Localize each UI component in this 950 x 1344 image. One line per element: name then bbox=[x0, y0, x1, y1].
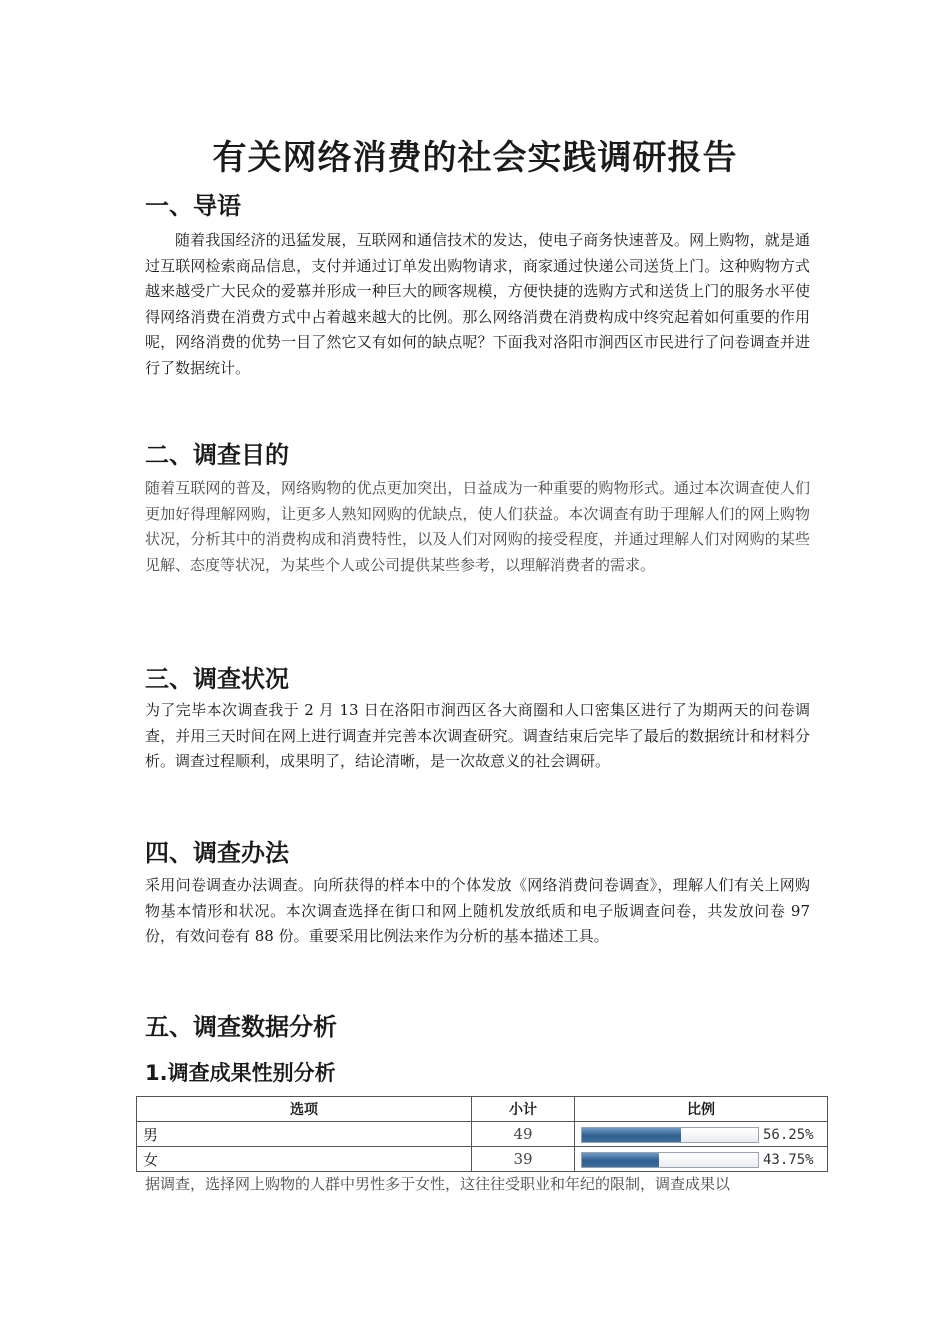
section-text-situation: 为了完毕本次调查我于 2 月 13 日在洛阳市涧西区各大商圈和人口密集区进行了为期两天的问卷调查，并用三天时间在网上进行调查并完善本次调查研究。调查结束后完毕了最后的数据统计和材料分析。调查过程顺利，成果明了，结论清晰，是一次故意义的社会调研。 bbox=[145, 701, 810, 770]
section-heading-analysis: 五、调查数据分析 bbox=[145, 1013, 337, 1041]
section-heading-purpose: 二、调查目的 bbox=[145, 441, 289, 469]
section-text-purpose: 随着互联网的普及，网络购物的优点更加突出，日益成为一种重要的购物形式。通过本次调查使人们更加好得理解网购，让更多人熟知网购的优缺点，使人们获益。本次调查有助于理解人们的网上购物状况，分析其中的消费构成和消费特性，以及人们对网购的接受程度，并通过理解人们对网购的某些见解、态度等状况，为某些个人或公司提供某些参考，以理解消费者的需求。 bbox=[145, 479, 810, 574]
ratio-cell bbox=[575, 1147, 828, 1172]
header-option: 选项 bbox=[137, 1097, 472, 1122]
section-text-analysis: 据调查，选择网上购物的人群中男性多于女性，这往往受职业和年纪的限制，调查成果以 bbox=[145, 1175, 731, 1193]
ratio-bar bbox=[581, 1152, 759, 1168]
table-row bbox=[137, 1147, 828, 1172]
ratio-percent: 43.75% bbox=[763, 1152, 814, 1168]
option-cell: 男 bbox=[137, 1122, 472, 1147]
ratio-percent: 56.25% bbox=[763, 1127, 814, 1143]
ratio-bar bbox=[581, 1127, 759, 1143]
ratio-bar-fill bbox=[582, 1128, 681, 1142]
table-row bbox=[137, 1122, 828, 1147]
section-heading-situation: 三、调查状况 bbox=[145, 665, 289, 693]
section-text-method: 采用问卷调查办法调查。向所获得的样本中的个体发放《网络消费问卷调查》，理解人们有关上网购物基本情形和状况。本次调查选择在街口和网上随机发放纸质和电子版调查问卷，共发放问卷 97 份，有效问卷有 88 份。重要采用比例法来作为分析的基本描述工具。 bbox=[145, 876, 810, 945]
count-cell: 39 bbox=[472, 1147, 575, 1172]
section-heading-intro: 一、导语 bbox=[145, 192, 241, 220]
header-ratio: 比例 bbox=[575, 1097, 828, 1122]
table-header-row bbox=[137, 1097, 828, 1122]
ratio-cell bbox=[575, 1122, 828, 1147]
header-count: 小计 bbox=[472, 1097, 575, 1122]
gender-stats-table bbox=[136, 1096, 828, 1172]
section-text-intro: 随着我国经济的迅猛发展，互联网和通信技术的发达，使电子商务快速普及。网上购物，就是通过互联网检索商品信息，支付并通过订单发出购物请求，商家通过快递公司送货上门。这种购物方式越来越受广大民众的爱慕并形成一种巨大的顾客规模，方便快捷的选购方式和送货上门的服务水平使得网络消费在消费方式中占着越来越大的比例。那么网络消费在消费构成中终究起着如何重要的作用呢，网络消费的优势一目了然它又有如何的缺点呢？下面我对洛阳市涧西区市民进行了问卷调查并进行了数据统计。 bbox=[145, 231, 810, 377]
option-cell: 女 bbox=[137, 1147, 472, 1172]
subsection-heading-gender: 1.调查成果性别分析 bbox=[145, 1061, 336, 1085]
section-heading-method: 四、调查办法 bbox=[145, 839, 289, 867]
ratio-bar-fill bbox=[582, 1153, 659, 1167]
document-title: 有关网络消费的社会实践调研报告 bbox=[212, 138, 738, 178]
count-cell: 49 bbox=[472, 1122, 575, 1147]
